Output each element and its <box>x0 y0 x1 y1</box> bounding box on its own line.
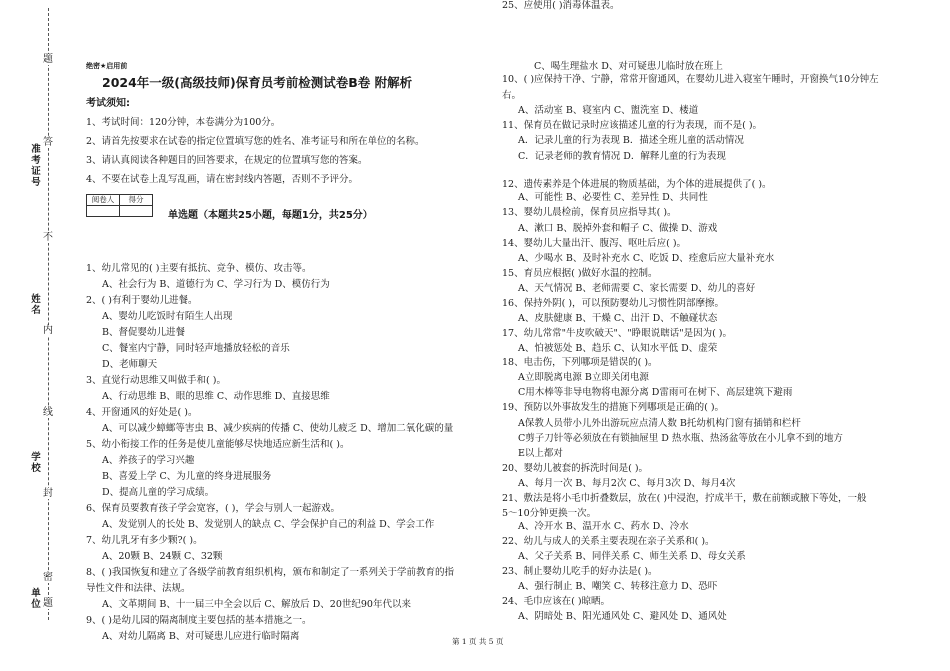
answer-options: A、发觉别人的长处 B、发觉别人的缺点 C、学会保护自己的利益 D、学会工作 <box>102 519 435 530</box>
instruction-item: 4、不要在试卷上乱写乱画，请在密封线内答题，否则不予评分。 <box>86 174 359 185</box>
section-title: 单选题（本题共25小题，每题1分，共25分） <box>168 210 373 221</box>
instruction-item: 3、请认真阅读各种题目的回答要求，在规定的位置填写您的答案。 <box>86 155 368 166</box>
fold-char: 密 <box>43 572 53 583</box>
question-text: 7、幼儿乳牙有多少颗?( )。 <box>86 535 203 546</box>
answer-options: D、提高儿童的学习成绩。 <box>102 487 215 498</box>
question-text: 2、( )有利于婴幼儿进餐。 <box>86 295 198 306</box>
question-text: 13、婴幼儿晨检前，保育员应指导其( )。 <box>502 207 677 218</box>
answer-options: A、漱口 B、脱掉外套和帽子 C、做操 D、游戏 <box>518 223 718 234</box>
question-text: 11、保育员在做记录时应该描述儿童的行为表现，而不是( )。 <box>502 120 763 131</box>
question-text: 23、制止婴幼儿吃手的好办法是( )。 <box>502 566 658 577</box>
answer-options: C用木棒等非导电物将电源分离 D雷雨可在树下、高层建筑下避雨 <box>518 387 793 398</box>
question-text: 5、幼小衔接工作的任务是使儿童能够尽快地适应新生活和( )。 <box>86 439 350 450</box>
question-text: 4、开窗通风的好处是( )。 <box>86 407 198 418</box>
instructions-heading: 考试须知: <box>86 98 130 109</box>
question-text: 16、保持外阴( )，可以预防婴幼儿习惯性阴部摩擦。 <box>502 298 725 309</box>
school-label: 学校 <box>31 452 41 474</box>
question-text: 3、直觉行动思维又叫做手和( )。 <box>86 375 226 386</box>
question-text: 15、育员应根据( )做好水温的控制。 <box>502 268 658 279</box>
answer-options: A、20颗 B、24颗 C、32颗 <box>102 551 223 562</box>
answer-options: A保教人员带小儿外出游玩应点清人数 B托幼机构门窗有插销和栏杆 <box>518 418 801 429</box>
name-label: 姓名 <box>31 294 41 316</box>
answer-options: A、对幼儿隔离 B、对可疑患儿应进行临时隔离 <box>102 631 300 642</box>
question-text: 1、幼儿常见的( )主要有抵抗、竞争、模仿、攻击等。 <box>86 263 312 274</box>
answer-options: A、行动思维 B、眼的思维 C、动作思维 D、直接思维 <box>102 391 330 402</box>
question-text: 10、( )应保持干净、宁静，常常开窗通风，在婴幼儿进入寝室午睡时，开窗换气10分钟左 <box>502 74 879 85</box>
score-box <box>86 194 153 217</box>
fold-char: 答 <box>43 137 53 148</box>
answer-options: A、社会行为 B、道德行为 C、学习行为 D、模仿行为 <box>102 279 330 290</box>
answer-options: A、可以减少蟑螂等害虫 B、减少疾病的传播 C、使幼儿疲乏 D、增加二氧化碳的量 <box>102 423 454 434</box>
secret-mark: 绝密★启用前 <box>86 62 128 70</box>
score-cell <box>120 206 153 217</box>
fold-char-bottom: 题 <box>43 598 53 609</box>
fold-char: 不 <box>43 232 53 243</box>
answer-options: B、督促婴幼儿进餐 <box>102 327 185 338</box>
instruction-item: 2、请首先按要求在试卷的指定位置填写您的姓名、准考证号和所在单位的名称。 <box>86 136 425 147</box>
answer-options: D、老师聊天 <box>102 359 158 370</box>
answer-options: A、怕被惩处 B、趋乐 C、认知水平低 D、虚荣 <box>518 343 718 354</box>
question-text: 18、电击伤，下列哪项是错误的( )。 <box>502 357 658 368</box>
answer-options: C、喝生理盐水 D、对可疑患儿临时放在班上 <box>534 61 723 72</box>
fold-dashed-line <box>48 8 49 620</box>
answer-options: B、喜爱上学 C、为儿童的终身进展服务 <box>102 471 272 482</box>
answer-options: A、少喝水 B、及时补充水 C、吃饭 D、痊愈后应大量补充水 <box>518 253 775 264</box>
answer-options: C剪子刀针等必须放在有锁抽屉里 D 热水瓶、热汤盆等放在小儿拿不到的地方 <box>518 433 843 444</box>
answer-options: A、阴暗处 B、阳光通风处 C、避风处 D、通风处 <box>518 611 727 622</box>
question-text: 8、( )我国恢复和建立了各级学前教育组织机构，颁布和制定了一系列关于学前教育的指 <box>86 567 454 578</box>
answer-options: A、强行制止 B、嘲笑 C、转移注意力 D、恐吓 <box>518 581 718 592</box>
fold-char: 线 <box>43 407 53 418</box>
question-text: 6、保育员要教育孩子学会宽容，( )，学会与别人一起游戏。 <box>86 503 340 514</box>
answer-options: A、可能性 B、必要性 C、差异性 D、共同性 <box>518 192 708 203</box>
answer-options: A、养孩子的学习兴趣 <box>102 455 195 466</box>
answer-options: A、婴幼儿吃饭时有陌生人出现 <box>102 311 233 322</box>
question-text: 20、婴幼儿被套的拆洗时间是( )。 <box>502 463 649 474</box>
answer-options: E以上都对 <box>518 448 563 459</box>
answer-options: C．记录老师的教育情况 D．解释儿童的行为表现 <box>518 151 726 162</box>
question-text: 14、婴幼儿大量出汗、腹泻、呕吐后应( )。 <box>502 238 687 249</box>
question-text: 9、( )是幼儿园的隔离制度主要包括的基本措施之一。 <box>86 615 312 626</box>
question-text: 5～10分钟更换一次。 <box>502 508 597 519</box>
fold-char-top: 题 <box>43 54 53 65</box>
answer-options: A立即脱离电源 B立即关闭电源 <box>518 372 649 383</box>
question-text: 19、预防以外事故发生的措施下列哪项是正确的( )。 <box>502 402 725 413</box>
page-title: 2024年一级(高级技师)保育员考前检测试卷B卷 附解析 <box>102 75 413 90</box>
answer-options: A、文革期间 B、十一届三中全会以后 C、解放后 D、20世纪90年代以来 <box>102 599 411 610</box>
answer-options: A、冷开水 B、温开水 C、药水 D、冷水 <box>518 521 689 532</box>
score-label: 得分 <box>120 195 153 206</box>
answer-options: A、父子关系 B、同伴关系 C、师生关系 D、母女关系 <box>518 551 746 562</box>
exam-number-label: 准考证号 <box>31 144 41 188</box>
page-number: 第 1 页 共 5 页 <box>452 637 504 646</box>
fold-char: 封 <box>43 488 53 499</box>
question-text: 22、幼儿与成人的关系主要表现在亲子关系和( )。 <box>502 536 715 547</box>
answer-options: A、每月一次 B、每月2次 C、每月3次 D、每月4次 <box>518 478 736 489</box>
question-text: 12、遗传素养是个体进展的物质基础，为个体的进展提供了( )。 <box>502 179 772 190</box>
question-text: 右。 <box>502 90 522 101</box>
answer-options: A．记录儿童的行为表现 B．描述全班儿童的活动情况 <box>518 135 744 146</box>
grader-cell <box>87 206 120 217</box>
question-text: 17、幼儿常常"牛皮吹破天"、"睁眼说瞎话"是因为( )。 <box>502 328 732 339</box>
question-text: 25、应使用( )消毒体温表。 <box>502 0 620 11</box>
question-text: 导性文件和法律、法规。 <box>86 583 191 594</box>
answer-options: A、皮肤健康 B、干燥 C、出汗 D、不触碰状态 <box>518 313 718 324</box>
fold-char: 内 <box>43 325 53 336</box>
unit-label: 单位 <box>31 588 41 610</box>
answer-options: A、活动室 B、寝室内 C、盥洗室 D、楼道 <box>518 105 699 116</box>
instruction-item: 1、考试时间：120分钟，本卷满分为100分。 <box>86 117 281 128</box>
answer-options: A、天气情况 B、老师需要 C、家长需要 D、幼儿的喜好 <box>518 283 756 294</box>
question-text: 24、毛巾应该在( )晾晒。 <box>502 596 611 607</box>
answer-options: C、餐室内宁静，同时轻声地播放轻松的音乐 <box>102 343 290 354</box>
grader-label: 阅卷人 <box>87 195 120 206</box>
question-text: 21、敷法是将小毛巾折叠数层，放在( )中浸泡，拧成半干，敷在前额或腋下等处，一般 <box>502 493 867 504</box>
